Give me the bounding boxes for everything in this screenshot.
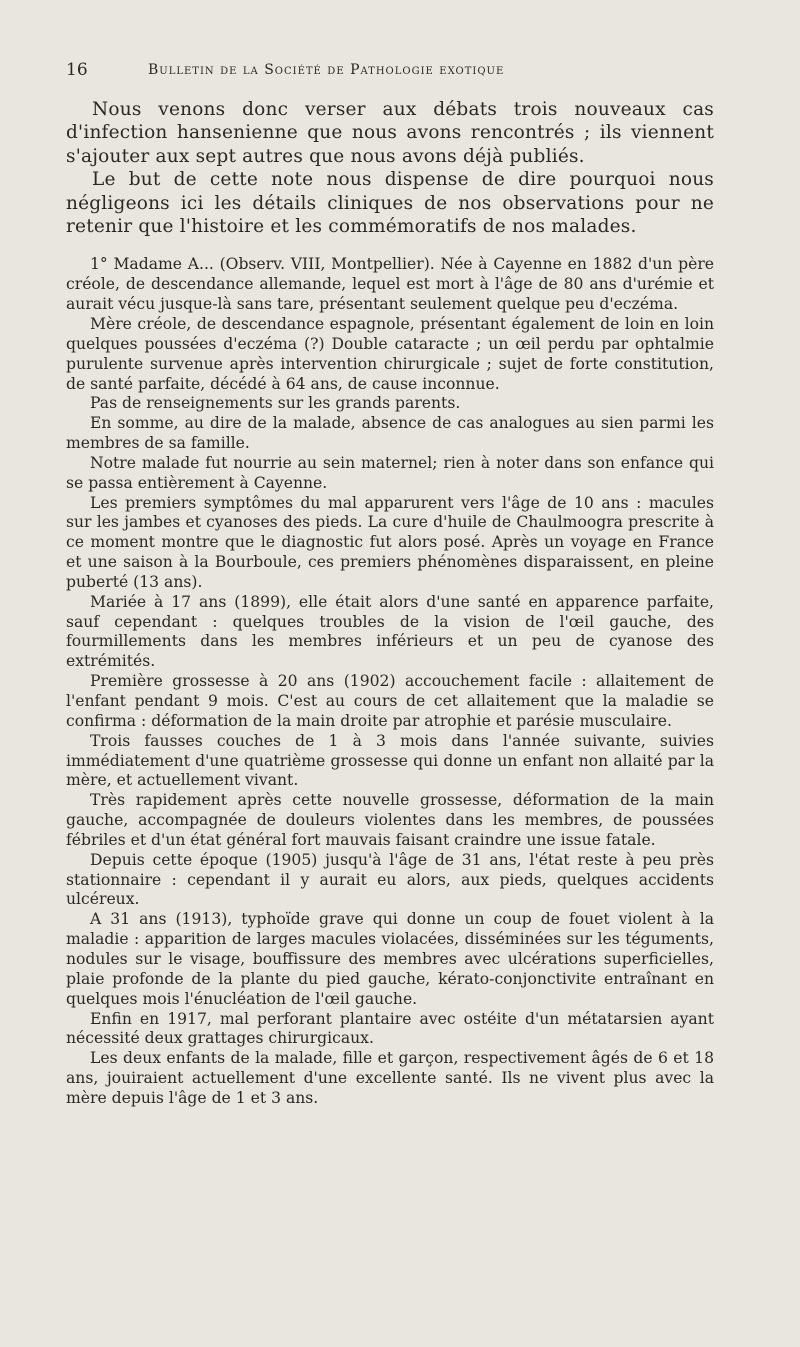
observation-paragraph: 1° Madame A... (Observ. VIII, Montpellier). Née à Cayenne en 1882 d'un père créole, de descendance allemande, lequel est mort à l'âge de 80 ans d'urémie et aurait vécu jusque-là sans tare, présentant seulement quelque peu d'eczéma. [66,255,714,314]
intro-section [66,98,714,238]
observation-paragraph: Très rapidement après cette nouvelle grossesse, déformation de la main gauche, accompagnée de douleurs violentes dans les membres, de poussées fébriles et d'un état général fort mauvais faisant craindre une issue fatale. [66,791,714,849]
observation-paragraph: Trois fausses couches de 1 à 3 mois dans l'année suivante, suivies immédiatement d'une quatrième grossesse qui donne un enfant non allaité par la mère, et actuellement vivant. [66,731,714,790]
intro-paragraph: Nous venons donc verser aux débats trois nouveaux cas d'infection hansenienne que nous avons rencontrés ; ils viennent s'ajouter aux sept autres que nous avons déjà publiés. [66,99,714,167]
observation-paragraph: Mariée à 17 ans (1899), elle était alors d'une santé en apparence parfaite, sauf cependant : quelques troubles de la vision de l'œil gauche, des fourmillements dans les membres inférieurs et un peu de cyanose des extrémités. [66,592,714,671]
observation-paragraph: Pas de renseignements sur les grands parents. [90,394,461,413]
running-title: Bulletin de la Société de Pathologie exotique [148,62,505,78]
observation-paragraph: Notre malade fut nourrie au sein maternel; rien à noter dans son enfance qui se passa entièrement à Cayenne. [66,453,714,492]
observation-paragraph: Les premiers symptômes du mal apparurent vers l'âge de 10 ans : macules sur les jambes et cyanoses des pieds. La cure d'huile de Chaulmoogra prescrite à ce moment montre que le diagnostic fut alors posé. Après un voyage en France et une saison à la Bourboule, ces premiers phénomènes disparaissent, en pleine puberté (13 ans). [66,493,714,591]
page-number: 16 [66,60,88,80]
intro-paragraph: Le but de cette note nous dispense de dire pourquoi nous négligeons ici les détails cliniques de nos observations pour ne retenir que l'histoire et les commémoratifs de nos malades. [66,169,714,238]
observation-paragraph: Mère créole, de descendance espagnole, présentant également de loin en loin quelques poussées d'eczéma (?) Double cataracte ; un œil perdu par ophtalmie purulente survenue après intervention chirurgicale ; sujet de forte constitution, de santé parfaite, décédé à 64 ans, de cause inconnue. [66,314,714,393]
observation-paragraph: En somme, au dire de la malade, absence de cas analogues au sien parmi les membres de sa famille. [66,414,714,453]
body-text [66,98,714,1109]
observation-paragraph: Les deux enfants de la malade, fille et garçon, respectivement âgés de 6 et 18 ans, jouiraient actuellement d'une excellente santé. Ils ne vivent plus avec la mère depuis l'âge de 1 et 3 ans. [66,1049,714,1107]
page-header [66,58,720,88]
observation-paragraph: Enfin en 1917, mal perforant plantaire avec ostéite d'un métatarsien ayant nécessité deux grattages chirurgicaux. [66,1009,714,1048]
observation-paragraph: Première grossesse à 20 ans (1902) accouchement facile : allaitement de l'enfant pendant 9 mois. C'est au cours de cet allaitement que la maladie se confirma : déformation de la main droite par atrophie et parésie musculaire. [66,672,714,730]
observation-paragraph: A 31 ans (1913), typhoïde grave qui donne un coup de fouet violent à la maladie : apparition de larges macules violacées, disséminées sur les téguments, nodules sur le visage, bouffissure des membres avec ulcérations superficielles, plaie profonde de la plante du pied gauche, kérato-conjonctivite entraînant en quelques mois l'énucléation de l'œil gauche. [66,910,714,1008]
observation-section [66,255,714,1108]
observation-paragraph: Depuis cette époque (1905) jusqu'à l'âge de 31 ans, l'état reste à peu près stationnaire : cependant il y aurait eu alors, aux pieds, quelques accidents ulcéreux. [66,850,714,909]
